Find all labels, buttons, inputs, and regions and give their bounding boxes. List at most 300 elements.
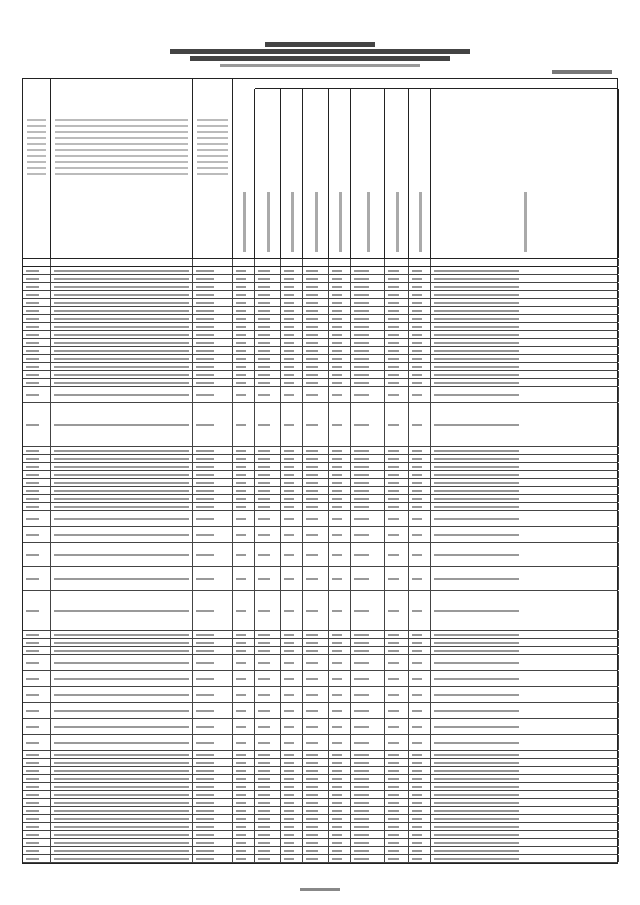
table-cell [23,631,51,638]
cell-text-placeholder [26,770,39,772]
table-cell [431,283,619,290]
table-row [23,783,617,791]
cell-text-placeholder [388,318,399,320]
table-cell [23,291,51,298]
cell-text-placeholder [412,634,422,636]
cell-text-placeholder [196,458,214,460]
table-cell [281,291,303,298]
cell-text-placeholder [332,662,342,664]
table-cell [409,543,431,566]
table-cell [385,495,409,502]
table-cell [409,355,431,362]
cell-text-placeholder [434,394,519,396]
cell-text-placeholder [412,366,422,368]
cell-text-placeholder [258,310,270,312]
table-cell [351,487,385,494]
table-cell [329,299,351,306]
cell-text-placeholder [284,318,294,320]
table-cell [329,543,351,566]
table-cell [351,591,385,630]
cell-text-placeholder [388,482,399,484]
table-cell [193,511,233,526]
table-cell [351,791,385,798]
cell-text-placeholder [354,786,369,788]
table-cell [409,403,431,446]
cell-text-placeholder [388,278,399,280]
header-cell [23,79,51,258]
table-cell [385,783,409,790]
table-cell [409,487,431,494]
table-cell [23,647,51,654]
table-row [23,371,617,379]
table-cell [409,759,431,766]
table-cell [23,387,51,402]
table-cell [255,371,281,378]
cell-text-placeholder [196,794,214,796]
table-cell [303,783,329,790]
table-cell [351,355,385,362]
header-cell [303,89,329,258]
cell-text-placeholder [236,350,246,352]
table-cell [385,767,409,774]
table-cell [233,511,255,526]
table-cell [329,479,351,486]
cell-text-placeholder [354,482,369,484]
table-cell [23,463,51,470]
table-cell [233,751,255,758]
cell-text-placeholder [354,490,369,492]
cell-text-placeholder [306,450,318,452]
cell-text-placeholder [354,278,369,280]
table-cell [351,543,385,566]
cell-text-placeholder [258,842,270,844]
cell-text-placeholder [26,850,39,852]
table-cell [193,463,233,470]
cell-text-placeholder [236,834,246,836]
cell-text-placeholder [332,710,342,712]
cell-text-placeholder [332,474,342,476]
cell-text-placeholder [54,754,189,756]
cell-text-placeholder [306,786,318,788]
table-cell [255,783,281,790]
table-row [23,759,617,767]
cell-text-placeholder [412,534,422,536]
cell-text-placeholder [412,302,422,304]
table-cell [23,567,51,590]
table-cell [23,363,51,370]
cell-text-placeholder [434,286,519,288]
table-cell [51,855,193,862]
cell-text-placeholder [196,482,214,484]
cell-text-placeholder [26,394,39,396]
table-cell [409,791,431,798]
table-cell [329,735,351,750]
cell-text-placeholder [54,610,189,612]
table-cell [51,655,193,670]
table-cell [255,543,281,566]
cell-text-placeholder [306,310,318,312]
table-cell [329,647,351,654]
cell-text-placeholder [354,834,369,836]
table-cell [255,775,281,782]
cell-text-placeholder [434,726,519,728]
table-cell [351,291,385,298]
table-cell [409,291,431,298]
table-cell [233,299,255,306]
table-cell [431,567,619,590]
cell-text-placeholder [354,818,369,820]
table-cell [409,671,431,686]
table-cell [303,735,329,750]
table-cell [255,855,281,862]
cell-text-placeholder [306,710,318,712]
table-cell [51,363,193,370]
table-cell [233,503,255,510]
table-cell [193,855,233,862]
cell-text-placeholder [332,810,342,812]
cell-text-placeholder [388,770,399,772]
cell-text-placeholder [284,482,294,484]
cell-text-placeholder [284,294,294,296]
cell-text-placeholder [354,762,369,764]
table-cell [385,511,409,526]
cell-text-placeholder [306,374,318,376]
table-cell [385,503,409,510]
cell-text-placeholder [284,490,294,492]
cell-text-placeholder [54,518,189,520]
cell-text-placeholder [388,302,399,304]
table-cell [23,323,51,330]
table-cell [233,847,255,854]
cell-text-placeholder [26,842,39,844]
table-cell [409,719,431,734]
table-cell [281,783,303,790]
cell-text-placeholder [412,678,422,680]
cell-text-placeholder [284,458,294,460]
cell-text-placeholder [434,642,519,644]
cell-text-placeholder [26,858,39,860]
cell-text-placeholder [26,286,39,288]
table-cell [431,339,619,346]
table-cell [431,687,619,702]
table-cell [385,567,409,590]
table-cell [51,783,193,790]
cell-text-placeholder [434,662,519,664]
table-cell [255,639,281,646]
table-cell [409,323,431,330]
cell-text-placeholder [54,710,189,712]
table-row [23,503,617,511]
cell-text-placeholder [332,834,342,836]
column-number-cell [193,259,233,266]
table-cell [23,687,51,702]
table-cell [193,371,233,378]
cell-text-placeholder [196,474,214,476]
table-cell [385,471,409,478]
table-cell [431,347,619,354]
table-cell [233,331,255,338]
table-cell [255,735,281,750]
table-cell [51,387,193,402]
cell-text-placeholder [434,482,519,484]
table-cell [409,339,431,346]
cell-text-placeholder [332,506,342,508]
table-cell [281,839,303,846]
table-cell [255,631,281,638]
table-cell [281,307,303,314]
table-row [23,283,617,291]
table-cell [51,371,193,378]
table-cell [23,791,51,798]
table-cell [329,363,351,370]
table-cell [233,631,255,638]
table-cell [409,751,431,758]
cell-text-placeholder [388,634,399,636]
table-cell [385,447,409,454]
table-cell [51,331,193,338]
cell-text-placeholder [236,842,246,844]
cell-text-placeholder [332,554,342,556]
table-row [23,567,617,591]
table-cell [51,463,193,470]
cell-text-placeholder [412,754,422,756]
table-cell [303,495,329,502]
table-cell [255,671,281,686]
table-cell [351,527,385,542]
table-cell [351,347,385,354]
table-cell [351,495,385,502]
table-cell [431,447,619,454]
cell-text-placeholder [412,342,422,344]
table-cell [351,567,385,590]
cell-text-placeholder [26,778,39,780]
cell-text-placeholder [26,294,39,296]
cell-text-placeholder [354,518,369,520]
table-row [23,495,617,503]
cell-text-placeholder [26,302,39,304]
cell-text-placeholder [284,610,294,612]
table-cell [303,591,329,630]
table-cell [233,363,255,370]
cell-text-placeholder [306,762,318,764]
cell-text-placeholder [236,518,246,520]
page-number [300,888,340,891]
cell-text-placeholder [54,382,189,384]
cell-text-placeholder [388,450,399,452]
table-cell [303,759,329,766]
cell-text-placeholder [412,802,422,804]
cell-text-placeholder [54,802,189,804]
table-cell [329,807,351,814]
table-row [23,855,617,863]
table-cell [385,463,409,470]
table-cell [281,767,303,774]
table-cell [51,291,193,298]
table-cell [193,655,233,670]
table-cell [385,855,409,862]
header-vertical-label [315,192,318,252]
cell-text-placeholder [258,358,270,360]
cell-text-placeholder [412,794,422,796]
table-cell [303,503,329,510]
table-cell [303,463,329,470]
table-cell [409,307,431,314]
cell-text-placeholder [412,382,422,384]
table-cell [23,527,51,542]
table-cell [281,799,303,806]
cell-text-placeholder [258,342,270,344]
cell-text-placeholder [332,366,342,368]
table-row [23,687,617,703]
cell-text-placeholder [236,270,246,272]
table-cell [255,655,281,670]
table-cell [255,799,281,806]
cell-text-placeholder [332,518,342,520]
table-cell [51,735,193,750]
cell-text-placeholder [306,366,318,368]
cell-text-placeholder [332,466,342,468]
cell-text-placeholder [306,754,318,756]
table-cell [329,783,351,790]
table-cell [233,487,255,494]
cell-text-placeholder [332,818,342,820]
cell-text-placeholder [284,350,294,352]
table-row [23,815,617,823]
table-cell [329,495,351,502]
table-cell [329,275,351,282]
table-cell [233,767,255,774]
table-cell [51,687,193,702]
table-cell [233,463,255,470]
appendix-label [552,70,612,74]
cell-text-placeholder [434,742,519,744]
table-cell [351,323,385,330]
table-cell [23,479,51,486]
cell-text-placeholder [434,278,519,280]
table-cell [303,767,329,774]
cell-text-placeholder [284,742,294,744]
table-cell [431,371,619,378]
header-vertical-label [339,192,342,252]
cell-text-placeholder [26,534,39,536]
cell-text-placeholder [388,742,399,744]
table-cell [51,543,193,566]
cell-text-placeholder [26,818,39,820]
cell-text-placeholder [54,366,189,368]
cell-text-placeholder [236,850,246,852]
table-cell [351,455,385,462]
table-cell [51,799,193,806]
table-cell [329,591,351,630]
cell-text-placeholder [196,450,214,452]
cell-text-placeholder [196,498,214,500]
table-cell [431,823,619,830]
cell-text-placeholder [54,394,189,396]
cell-text-placeholder [26,694,39,696]
table-cell [385,455,409,462]
cell-text-placeholder [388,802,399,804]
cell-text-placeholder [306,302,318,304]
cell-text-placeholder [332,850,342,852]
cell-text-placeholder [284,394,294,396]
table-cell [233,307,255,314]
table-cell [351,855,385,862]
cell-text-placeholder [26,334,39,336]
table-cell [431,735,619,750]
table-cell [51,831,193,838]
table-cell [385,671,409,686]
table-cell [431,307,619,314]
cell-text-placeholder [412,450,422,452]
cell-text-placeholder [388,794,399,796]
cell-text-placeholder [284,810,294,812]
cell-text-placeholder [236,286,246,288]
cell-text-placeholder [332,302,342,304]
cell-text-placeholder [354,726,369,728]
cell-text-placeholder [258,578,270,580]
cell-text-placeholder [26,278,39,280]
table-cell [255,363,281,370]
cell-text-placeholder [412,394,422,396]
cell-text-placeholder [258,286,270,288]
table-cell [23,759,51,766]
table-row [23,703,617,719]
table-cell [431,379,619,386]
table-cell [303,775,329,782]
table-cell [431,631,619,638]
cell-text-placeholder [412,858,422,860]
cell-text-placeholder [26,366,39,368]
table-cell [23,379,51,386]
cell-text-placeholder [354,770,369,772]
cell-text-placeholder [434,458,519,460]
table-cell [329,751,351,758]
cell-text-placeholder [412,270,422,272]
cell-text-placeholder [236,294,246,296]
cell-text-placeholder [26,578,39,580]
table-cell [51,807,193,814]
table-cell [431,543,619,566]
table-cell [51,379,193,386]
cell-text-placeholder [26,726,39,728]
cell-text-placeholder [258,498,270,500]
column-number-cell [51,259,193,266]
cell-text-placeholder [236,302,246,304]
cell-text-placeholder [332,770,342,772]
cell-text-placeholder [236,726,246,728]
table-cell [303,323,329,330]
cell-text-placeholder [434,294,519,296]
cell-text-placeholder [306,350,318,352]
cell-text-placeholder [332,610,342,612]
cell-text-placeholder [258,334,270,336]
table-cell [281,775,303,782]
cell-text-placeholder [306,270,318,272]
cell-text-placeholder [258,374,270,376]
table-cell [385,687,409,702]
cell-text-placeholder [258,350,270,352]
table-cell [51,339,193,346]
cell-text-placeholder [284,358,294,360]
table-cell [233,807,255,814]
cell-text-placeholder [306,382,318,384]
cell-text-placeholder [388,342,399,344]
cell-text-placeholder [306,650,318,652]
table-cell [255,791,281,798]
cell-text-placeholder [388,694,399,696]
table-cell [233,347,255,354]
table-cell [329,323,351,330]
